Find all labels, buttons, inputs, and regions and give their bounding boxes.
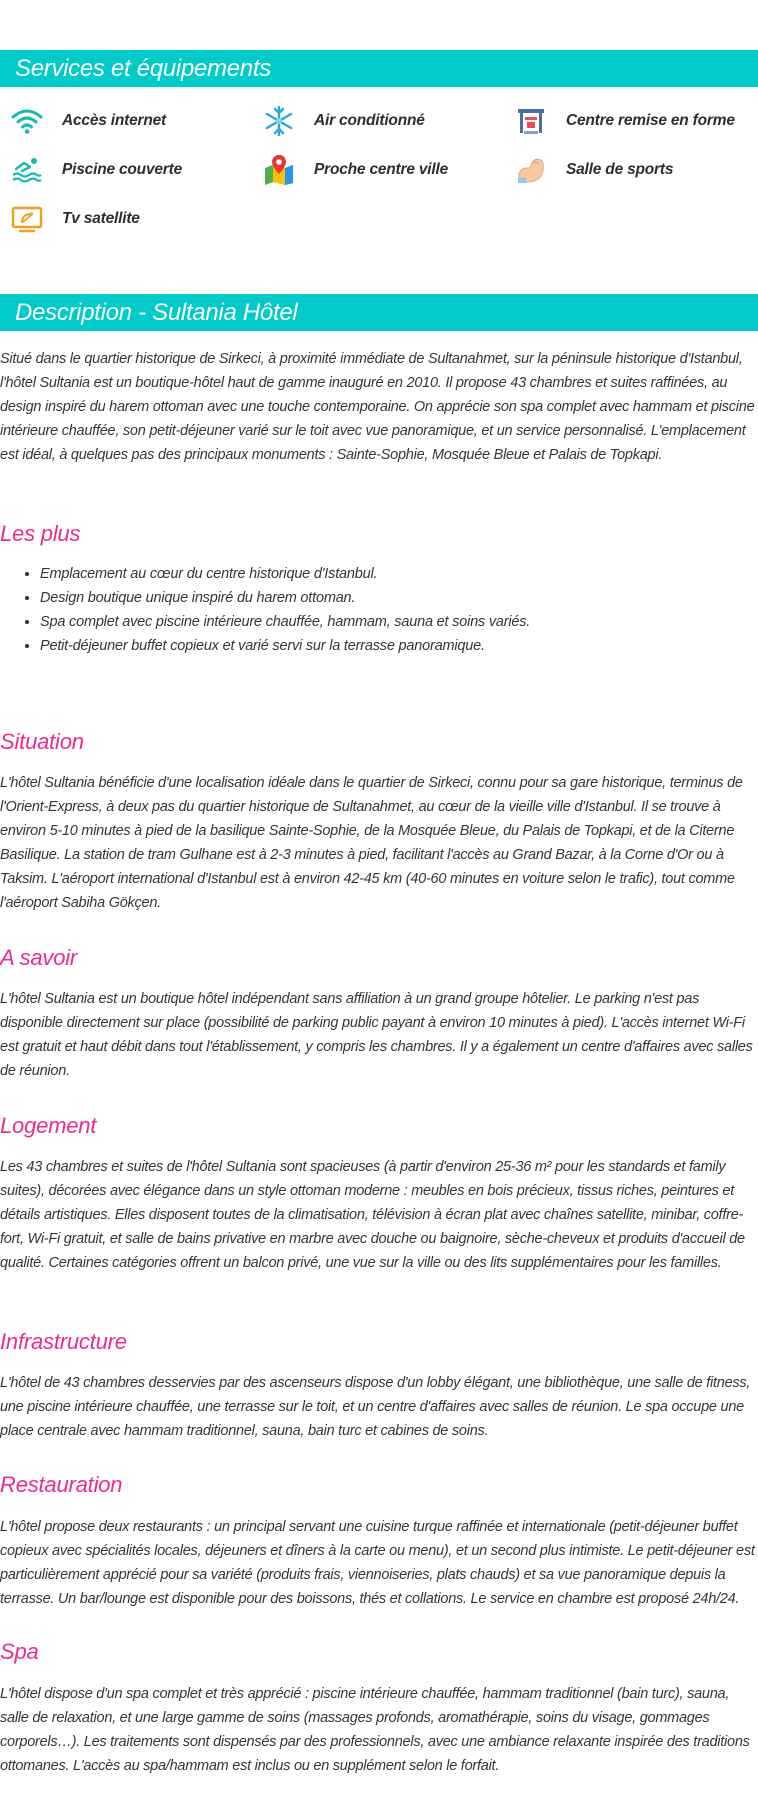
snowflake-icon xyxy=(262,105,296,137)
list-item: • Spa complet avec piscine intérieure chauffée, hammam, sauna et soins variés. xyxy=(40,610,530,634)
plus-heading: Les plus xyxy=(0,521,81,546)
amenity-gym xyxy=(514,154,673,186)
amenity-city-center xyxy=(262,154,448,186)
situation-text: L'hôtel Sultania bénéficie d'une localisation idéale dans le quartier de Sirkeci, connu pour sa gare historique, terminus de l'Orient-Express, à deux pas du quartier historique de Sultanahmet, au cœur de la vieille ville d'Istanbul. Il se trouve à environ 5-10 minutes à pied de la basilique Sainte-Sophie, de la Mosquée Bleue, du Palais de Topkapi, et de la Citerne Basilique. La station de tram Gulhane est à 2-3 minutes à pied, facilitant l'accès au Grand Bazar, à la Corne d'Or ou à Taksim. L'aéroport international d'Istanbul est à environ 42-45 km (40-60 minutes en voiture selon le trafic), tout comme l'aéroport Sabiha Gökçen. xyxy=(0,775,743,911)
infrastructure-text: L'hôtel de 43 chambres desservies par des ascenseurs dispose d'un lobby élégant, une bibliothèque, une salle de fitness, une piscine intérieure chauffée, une terrasse sur le toit, et un centre d'affaires avec salles de réunion. Le spa occupe une place centrale avec hammam traditionnel, sauna, bain turc et cabines de soins. xyxy=(0,1375,751,1439)
restauration-text: L'hôtel propose deux restaurants : un principal servant une cuisine turque raffinée et internationale (petit-déjeuner buffet copieux avec spécialités locales, déjeuners et dîners à la carte ou menu), et un second plus intimiste. Le petit-déjeuner est particulièrement apprécié pour sa variété (produits frais, viennoiseries, plats chauds) et sa vue panoramique depuis la terrasse. Un bar/lounge est disponible pour des boissons, thés et collations. Le service en chambre est proposé 24h/24. xyxy=(0,1519,755,1607)
a-savoir-text: L'hôtel Sultania est un boutique hôtel indépendant sans affiliation à un grand groupe hôtelier. Le parking n'est pas disponible directement sur place (possibilité de parking public payant à environ 10 minutes à pied). L'accès internet Wi-Fi est gratuit et haut débit dans tout l'établissement, y compris les chambres. Il y a également un centre d'affaires avec salles de réunion. xyxy=(0,991,753,1079)
situation-heading: Situation xyxy=(0,729,84,754)
services-heading: Services et équipements xyxy=(0,50,758,87)
amenity-label: Accès internet xyxy=(62,112,167,129)
amenity-label: Air conditionné xyxy=(314,112,425,129)
amenity-air-conditioning xyxy=(262,105,425,137)
description-heading: Description - Sultania Hôtel xyxy=(0,294,758,331)
list-item: • Emplacement au cœur du centre historique d'Istanbul. xyxy=(40,562,530,586)
spa-text: L'hôtel dispose d'un spa complet et très apprécié : piscine intérieure chauffée, hammam traditionnel (bain turc), sauna, salle de relaxation, et une large gamme de soins (massages profonds, aromathérapie, soins du visage, gommages corporels…). Les traitements sont dispensés par des professionnels, avec une ambiance relaxante inspirée des traditions ottomanes. L'accès au spa/hammam est inclus ou en supplément selon le forfait. xyxy=(0,1686,750,1774)
amenity-satellite-tv xyxy=(10,203,140,235)
amenity-label: Salle de sports xyxy=(566,161,674,178)
list-item: • Petit-déjeuner buffet copieux et varié servi sur la terrasse panoramique. xyxy=(40,634,530,658)
city-map-icon xyxy=(262,154,296,186)
fitness-center-icon xyxy=(514,105,548,137)
a-savoir-heading: A savoir xyxy=(0,945,78,970)
description-intro: Situé dans le quartier historique de Sirkeci, à proximité immédiate de Sultanahmet, sur la péninsule historique d'Istanbul, l'hôtel Sultania est un boutique-hôtel haut de gamme inauguré en 2010. Il propose 43 chambres et suites raffinées, au design inspiré du harem ottoman avec une touche contemporaine. On apprécie son spa complet avec hammam et piscine intérieure chauffée, son petit-déjeuner varié sur le toit avec vue panoramique, et un service personnalisé. L'emplacement est idéal, à quelques pas des principaux monuments : Sainte-Sophie, Mosquée Bleue et Palais de Topkapi. xyxy=(0,351,755,463)
infrastructure-heading: Infrastructure xyxy=(0,1329,127,1354)
restauration-heading: Restauration xyxy=(0,1472,123,1497)
amenity-label: Proche centre ville xyxy=(314,161,449,178)
satellite-tv-icon xyxy=(10,203,44,235)
amenity-internet xyxy=(10,105,166,137)
list-item: • Design boutique unique inspiré du harem ottoman. xyxy=(40,586,530,610)
amenity-label: Piscine couverte xyxy=(62,161,182,178)
flexed-arm-icon xyxy=(514,154,548,186)
wifi-icon xyxy=(10,105,44,137)
spa-heading: Spa xyxy=(0,1639,39,1664)
amenity-fitness-center xyxy=(514,105,735,137)
amenity-label: Tv satellite xyxy=(62,210,140,227)
logement-heading: Logement xyxy=(0,1113,97,1138)
plus-list xyxy=(0,562,530,658)
logement-text: Les 43 chambres et suites de l'hôtel Sultania sont spacieuses (à partir d'environ 25-36 m² pour les standards et family suites), décorées avec élégance dans un style ottoman moderne : meubles en bois précieux, tissus riches, peintures et détails artistiques. Elles disposent toutes de la climatisation, télévision à écran plat avec chaînes satellite, minibar, coffre-fort, Wi-Fi gratuit, et salle de bains privative en marbre avec douche ou baignoire, sèche-cheveux et produits d'accueil de qualité. Certaines catégories offrent un balcon privé, une vue sur la ville ou des lits supplémentaires pour les familles. xyxy=(0,1159,745,1271)
swimming-pool-icon xyxy=(10,154,44,186)
amenity-indoor-pool xyxy=(10,154,182,186)
amenity-label: Centre remise en forme xyxy=(566,112,735,129)
